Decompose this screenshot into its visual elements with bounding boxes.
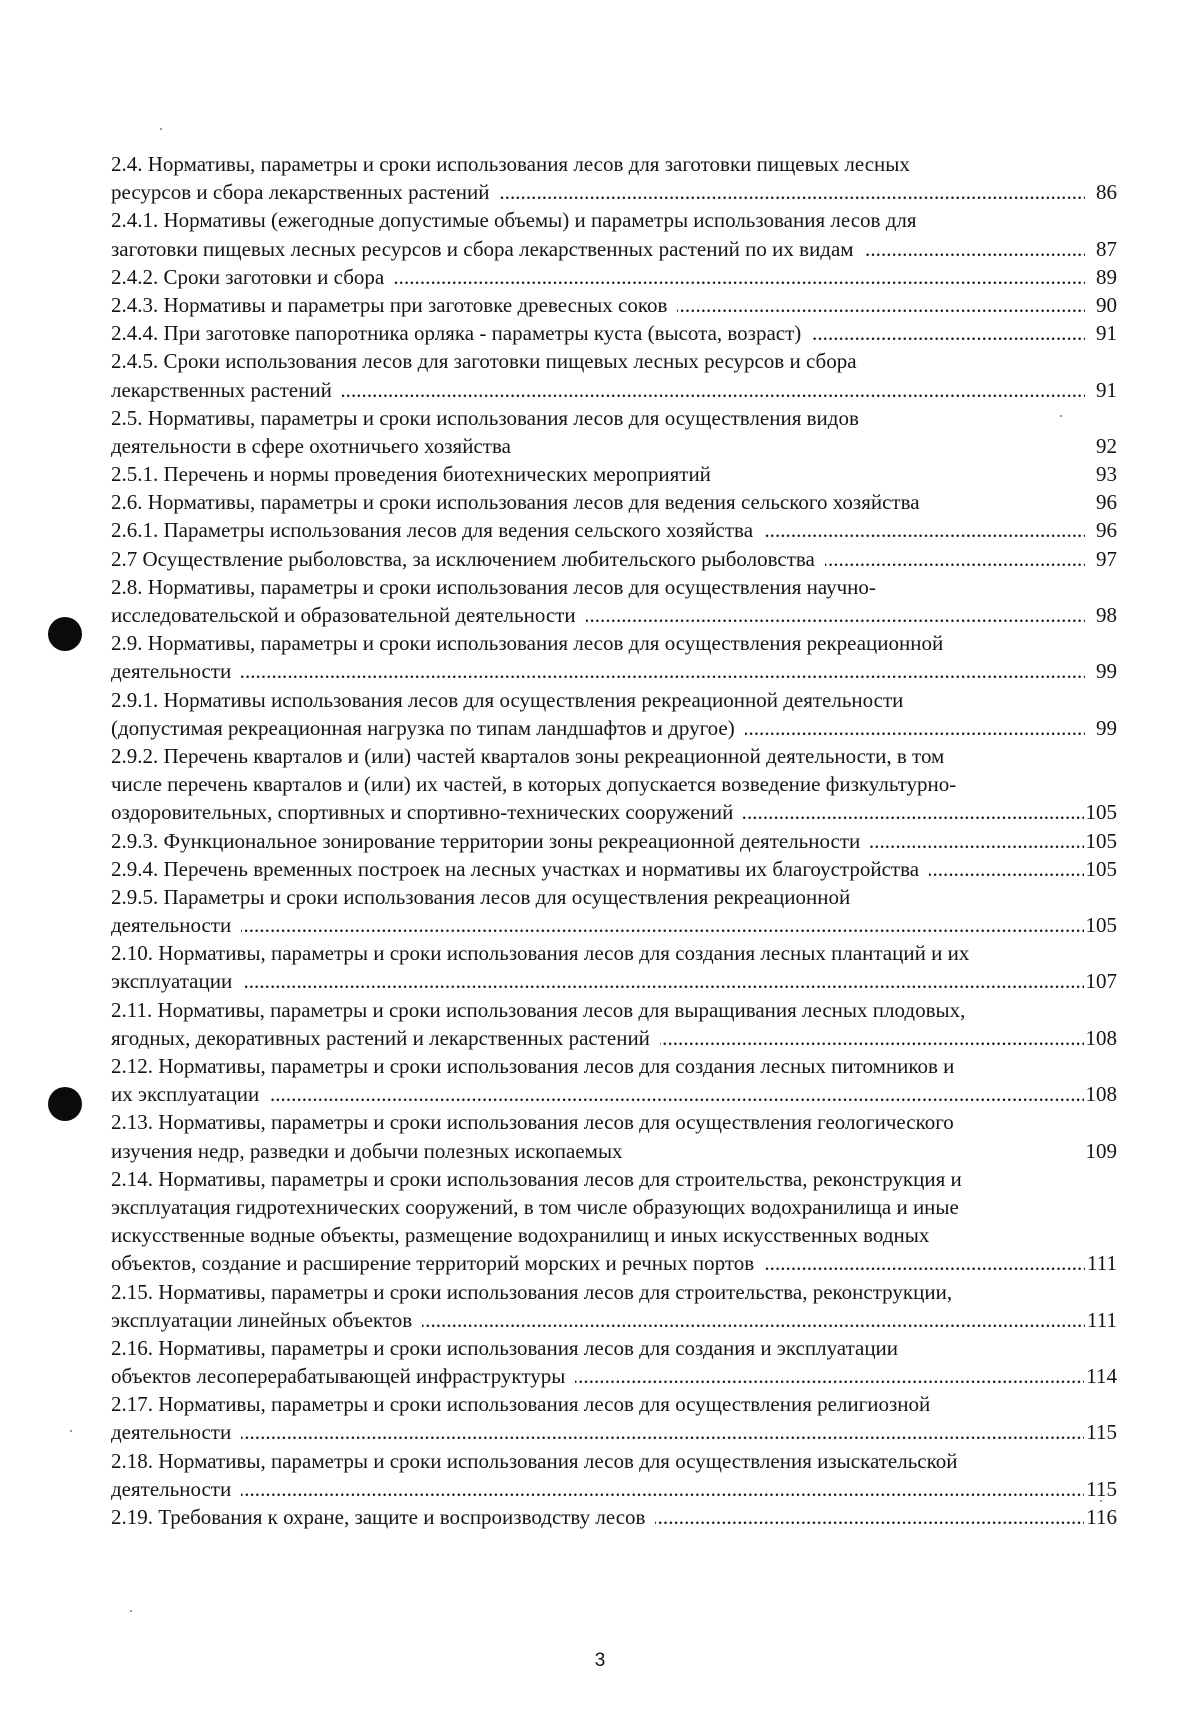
toc-page-number: 99 [1096, 715, 1117, 740]
toc-entry [111, 347, 1117, 403]
toc-entry-line [111, 1334, 1117, 1362]
toc-entry [111, 1278, 1117, 1334]
toc-entry [111, 827, 1117, 855]
toc-entry [111, 263, 1117, 291]
toc-entry-title: 2.12. Нормативы, параметры и сроки использования лесов для создания лесных питомников и [111, 1054, 955, 1078]
toc-entry-line [111, 1503, 1117, 1531]
toc-dot-leader [825, 545, 1085, 573]
toc-entry [111, 629, 1117, 685]
toc-entry-line [111, 883, 1117, 911]
toc-page-number: 108 [1085, 1082, 1117, 1107]
toc-page-number: 91 [1096, 321, 1117, 346]
scan-speck [160, 128, 162, 130]
toc-entry-line [111, 1137, 1117, 1165]
toc-page-number: 115 [1086, 1420, 1117, 1445]
toc-page-number: 89 [1096, 264, 1117, 289]
toc-entry [111, 488, 1117, 516]
toc-entry-line [111, 1278, 1117, 1306]
toc-dot-leader [870, 827, 1083, 855]
toc-entry-title: 2.4.4. При заготовке папоротника орляка - параметры куста (высота, возраст) [111, 321, 802, 346]
toc-entry-line [111, 263, 1117, 291]
toc-entry-title: исследовательской и образовательной деятельности [111, 603, 576, 627]
toc-page-number: 105 [1085, 913, 1117, 938]
toc-entry-title: 2.9.4. Перечень временных построек на лесных участках и нормативы их благоустройства [111, 856, 920, 881]
toc-page-number: 87 [1096, 236, 1117, 261]
toc-dot-leader [929, 855, 1083, 883]
toc-entry-line [111, 827, 1117, 855]
toc-entry-title: деятельности [111, 913, 232, 938]
toc-dot-leader [745, 714, 1085, 742]
toc-entry [111, 206, 1117, 262]
toc-entry-line [111, 798, 1117, 826]
toc-dot-leader [677, 291, 1085, 319]
toc-entry-title: числе перечень кварталов и (или) их частей, в которых допускается возведение физкультурно- [111, 772, 957, 797]
toc-page-number: 108 [1085, 1025, 1117, 1050]
toc-page-number: 114 [1086, 1364, 1117, 1389]
toc-page-number: 90 [1096, 292, 1117, 317]
toc-entry [111, 1390, 1117, 1446]
toc-entry-title: 2.4. Нормативы, параметры и сроки использования лесов для заготовки пищевых лесных [111, 152, 910, 176]
toc-entry-line [111, 657, 1117, 685]
toc-entry-title: заготовки пищевых лесных ресурсов и сбора лекарственных растений по их видам [111, 236, 854, 261]
toc-entry-title: 2.5.1. Перечень и нормы проведения биотехнических мероприятий [111, 462, 711, 487]
toc-dot-leader [269, 1080, 1083, 1108]
toc-entry-line [111, 1024, 1117, 1052]
toc-page-number: 111 [1087, 1251, 1117, 1276]
toc-entry-title: деятельности [111, 1420, 232, 1445]
toc-dot-leader [764, 1249, 1085, 1277]
punch-hole-bottom [48, 1087, 82, 1121]
toc-page-number: 115 [1086, 1476, 1117, 1501]
toc-entry-line [111, 347, 1117, 375]
toc-entry-line [111, 911, 1117, 939]
toc-entry-title: 2.4.5. Сроки использования лесов для заготовки пищевых лесных ресурсов и сбора [111, 349, 857, 374]
toc-entry-title: деятельности в сфере охотничьего хозяйства [111, 433, 511, 458]
toc-entry-title: 2.7 Осуществление рыболовства, за исключением любительского рыболовства [111, 546, 815, 571]
toc-dot-leader [586, 601, 1085, 629]
toc-entry [111, 1447, 1117, 1503]
toc-entry [111, 291, 1117, 319]
toc-entry-line [111, 1362, 1117, 1390]
toc-dot-leader [241, 911, 1083, 939]
toc-dot-leader [763, 516, 1085, 544]
toc-entry-line [111, 855, 1117, 883]
toc-page-number: 96 [1096, 490, 1117, 515]
toc-entry-line [111, 996, 1117, 1024]
toc-entry-title: 2.6.1. Параметры использования лесов для ведения сельского хозяйства [111, 518, 754, 543]
toc-entry-line [111, 714, 1117, 742]
toc-entry-title: ресурсов и сбора лекарственных растений [111, 180, 490, 205]
toc-dot-leader [241, 1475, 1084, 1503]
toc-entry [111, 1503, 1117, 1531]
toc-dot-leader [500, 178, 1085, 206]
toc-entry-title: 2.16. Нормативы, параметры и сроки использования лесов для создания и эксплуатации [111, 1335, 899, 1360]
toc-entry-line [111, 235, 1117, 263]
toc-entry-line [111, 1221, 1117, 1249]
toc-entry-title: 2.15. Нормативы, параметры и сроки использования лесов для строительства, реконструкции, [111, 1279, 953, 1304]
toc-dot-leader [575, 1362, 1084, 1390]
toc-entry-line [111, 629, 1117, 657]
toc-entry-title: 2.9.5. Параметры и сроки использования лесов для осуществления рекреационной [111, 884, 851, 909]
toc-page-number: 105 [1085, 800, 1117, 825]
toc-page-number: 105 [1085, 856, 1117, 881]
toc-dot-leader [655, 1503, 1084, 1531]
toc-entry-line [111, 573, 1117, 601]
toc-entry-title: 2.11. Нормативы, параметры и сроки использования лесов для выращивания лесных плодовых, [111, 997, 966, 1022]
toc-entry [111, 1108, 1117, 1164]
toc-entry-title: объектов лесоперерабатывающей инфраструктуры [111, 1364, 566, 1389]
toc-entry [111, 545, 1117, 573]
toc-entry-line [111, 150, 1117, 178]
toc-dot-leader [864, 235, 1085, 263]
toc-entry-title: 2.18. Нормативы, параметры и сроки использования лесов для осуществления изыскательской [111, 1448, 958, 1473]
toc-entry-line [111, 1249, 1117, 1277]
toc-entry-line [111, 686, 1117, 714]
toc-entry [111, 150, 1117, 206]
toc-entry-line [111, 742, 1117, 770]
toc-page-number: 97 [1096, 546, 1117, 571]
toc-entry-title: 2.13. Нормативы, параметры и сроки использования лесов для осуществления геологического [111, 1110, 954, 1135]
page-number: 3 [594, 1650, 606, 1671]
toc-page-number: 99 [1096, 659, 1117, 684]
punch-hole-top [48, 617, 82, 651]
toc-entry [111, 742, 1117, 827]
toc-page-number: 109 [1085, 1138, 1117, 1163]
toc-entry-title: их эксплуатации [111, 1082, 260, 1107]
toc-entry-title: 2.17. Нормативы, параметры и сроки использования лесов для осуществления религиозной [111, 1392, 931, 1417]
toc-entry [111, 939, 1117, 995]
toc-entry-line [111, 206, 1117, 234]
scan-speck [70, 1430, 72, 1432]
toc-page-number: 96 [1096, 518, 1117, 543]
toc-page-number: 91 [1096, 377, 1117, 402]
toc-entry-title: 2.6. Нормативы, параметры и сроки использования лесов для ведения сельского хозяйства [111, 490, 920, 515]
toc-entry-line [111, 516, 1117, 544]
toc-page-number: 107 [1085, 969, 1117, 994]
toc-entry-title: деятельности [111, 1476, 232, 1501]
toc-entry-title: искусственные водные объекты, размещение водохранилищ и иных искусственных водных [111, 1223, 930, 1248]
toc-entry [111, 404, 1117, 460]
toc-page-number: 116 [1086, 1505, 1117, 1529]
toc-entry-line [111, 376, 1117, 404]
toc-entry [111, 855, 1117, 883]
toc-entry-title: оздоровительных, спортивных и спортивно-технических сооружений [111, 800, 734, 825]
toc-entry-title: 2.5. Нормативы, параметры и сроки использования лесов для осуществления видов [111, 405, 859, 430]
scan-speck [130, 1610, 132, 1612]
toc-entry-line [111, 939, 1117, 967]
toc-entry-title: 2.19. Требования к охране, защите и воспроизводству лесов [111, 1505, 646, 1529]
toc-entry-title: 2.9.2. Перечень кварталов и (или) частей кварталов зоны рекреационной деятельности, в том [111, 743, 945, 768]
toc-entry-line [111, 601, 1117, 629]
toc-entry-title: объектов, создание и расширение территорий морских и речных портов [111, 1251, 755, 1276]
toc-entry-line [111, 1080, 1117, 1108]
toc-entry-line [111, 488, 1117, 516]
toc-entry-title: 2.9.3. Функциональное зонирование территории зоны рекреационной деятельности [111, 828, 861, 853]
toc-entry-title: эксплуатации линейных объектов [111, 1307, 413, 1332]
toc-page-number: 93 [1096, 462, 1117, 487]
toc-page-number: 86 [1096, 180, 1117, 205]
toc-entry-line [111, 291, 1117, 319]
toc-entry-line [111, 1306, 1117, 1334]
toc-entry [111, 996, 1117, 1052]
toc-dot-leader [743, 798, 1083, 826]
toc-dot-leader [422, 1306, 1085, 1334]
toc-entry-title: 2.9. Нормативы, параметры и сроки использования лесов для осуществления рекреационной [111, 631, 944, 656]
toc-entry [111, 1052, 1117, 1108]
toc-dot-leader [342, 376, 1085, 404]
toc-dot-leader [241, 1418, 1084, 1446]
toc-entry [111, 319, 1117, 347]
toc-page-number: 111 [1087, 1307, 1117, 1332]
toc-dot-leader [242, 967, 1083, 995]
toc-entry-title: изучения недр, разведки и добычи полезных ископаемых [111, 1138, 623, 1163]
toc-entry-title: 2.4.3. Нормативы и параметры при заготовке древесных соков [111, 292, 668, 317]
toc-entry-title: 2.8. Нормативы, параметры и сроки использования лесов для осуществления научно- [111, 574, 876, 599]
toc-entry-title: эксплуатация гидротехнических сооружений, в том числе образующих водохранилища и иные [111, 1194, 959, 1219]
toc-entry-line [111, 1193, 1117, 1221]
toc-entry-line [111, 545, 1117, 573]
toc-entry-line [111, 1108, 1117, 1136]
toc-page-number: 92 [1096, 433, 1117, 458]
toc-entry-line [111, 432, 1117, 460]
toc-entry-title: ягодных, декоративных растений и лекарственных растений [111, 1025, 650, 1050]
toc-entry-line [111, 967, 1117, 995]
toc-entry [111, 516, 1117, 544]
toc-entry-line [111, 404, 1117, 432]
toc-entry-title: 2.4.2. Сроки заготовки и сбора [111, 264, 385, 289]
toc-entry [111, 1334, 1117, 1390]
toc-entry-line [111, 770, 1117, 798]
toc-entry-title: (допустимая рекреационная нагрузка по типам ландшафтов и другое) [111, 715, 735, 740]
toc-entry-line [111, 1447, 1117, 1475]
toc-entry [111, 686, 1117, 742]
toc-entry [111, 460, 1117, 488]
table-of-contents [111, 150, 1117, 1531]
toc-entry [111, 1165, 1117, 1278]
toc-entry-line [111, 460, 1117, 488]
toc-entry-line [111, 1390, 1117, 1418]
toc-entry-line [111, 1052, 1117, 1080]
toc-entry-line [111, 178, 1117, 206]
toc-entry-title: эксплуатации [111, 969, 233, 994]
toc-page-number: 105 [1085, 828, 1117, 853]
toc-dot-leader [660, 1024, 1084, 1052]
toc-entry-line [111, 1165, 1117, 1193]
toc-entry-title: 2.4.1. Нормативы (ежегодные допустимые объемы) и параметры использования лесов для [111, 208, 917, 233]
toc-entry-title: деятельности [111, 659, 232, 684]
toc-dot-leader [241, 657, 1085, 685]
toc-dot-leader [811, 319, 1085, 347]
toc-entry-title: 2.10. Нормативы, параметры и сроки использования лесов для создания лесных плантаций и их [111, 941, 970, 966]
toc-entry [111, 573, 1117, 629]
toc-entry-line [111, 1418, 1117, 1446]
toc-entry-line [111, 319, 1117, 347]
toc-page-number: 98 [1096, 603, 1117, 627]
toc-entry-title: лекарственных растений [111, 377, 332, 402]
toc-dot-leader [394, 263, 1085, 291]
toc-entry-line [111, 1475, 1117, 1503]
toc-entry-title: 2.14. Нормативы, параметры и сроки использования лесов для строительства, реконструкция и [111, 1166, 962, 1191]
toc-entry [111, 883, 1117, 939]
toc-entry-title: 2.9.1. Нормативы использования лесов для осуществления рекреационной деятельности [111, 687, 904, 712]
